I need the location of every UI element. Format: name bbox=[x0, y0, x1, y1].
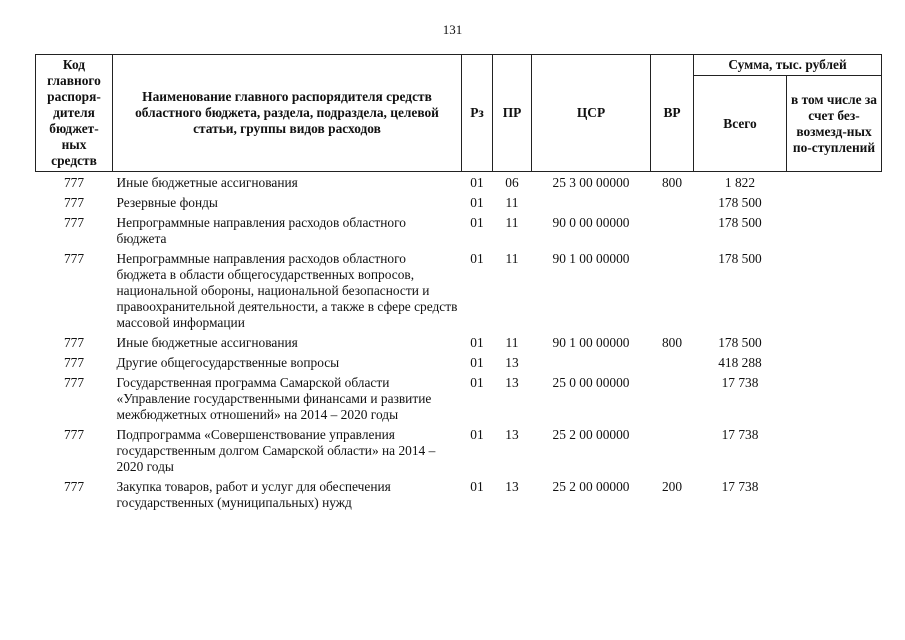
cell-total: 418 288 bbox=[718, 355, 762, 370]
cell-total: 178 500 bbox=[718, 251, 762, 266]
cell-csr: 25 3 00 00000 bbox=[552, 175, 630, 190]
cell-rz: 01 bbox=[470, 251, 484, 266]
cell-csr: 25 2 00 00000 bbox=[552, 427, 630, 442]
cell-gratuitous bbox=[787, 374, 882, 426]
cell-csr: 90 1 00 00000 bbox=[552, 251, 630, 266]
cell-vr bbox=[651, 426, 694, 478]
cell-vr bbox=[651, 250, 694, 334]
cell-gratuitous bbox=[787, 250, 882, 334]
cell-pr: 11 bbox=[505, 215, 519, 230]
cell-csr: 25 2 00 00000 bbox=[552, 479, 630, 494]
table-body bbox=[36, 172, 882, 515]
cell-vr bbox=[651, 194, 694, 214]
header-code: Код главного распоря-дителя бюджет-ных средств bbox=[36, 55, 113, 172]
cell-gratuitous bbox=[787, 172, 882, 195]
cell-name: Иные бюджетные ассигнования bbox=[116, 335, 298, 350]
header-csr: ЦСР bbox=[532, 55, 651, 172]
cell-csr: 90 0 00 00000 bbox=[552, 215, 630, 230]
cell-name: Подпрограмма «Совершенствование управления государственным долгом Самарской области» на 2014 – 2020 годы bbox=[116, 427, 436, 474]
cell-code: 777 bbox=[63, 175, 85, 190]
table-row bbox=[36, 334, 882, 354]
cell-pr: 11 bbox=[505, 335, 519, 350]
table-row bbox=[36, 374, 882, 426]
cell-code: 777 bbox=[63, 335, 85, 350]
cell-rz: 01 bbox=[470, 479, 484, 494]
cell-name: Резервные фонды bbox=[116, 195, 218, 210]
cell-rz: 01 bbox=[470, 355, 484, 370]
cell-rz: 01 bbox=[470, 427, 484, 442]
cell-pr: 06 bbox=[505, 175, 519, 190]
cell-gratuitous bbox=[787, 354, 882, 374]
cell-csr bbox=[532, 194, 651, 214]
cell-csr bbox=[532, 354, 651, 374]
cell-rz: 01 bbox=[470, 215, 484, 230]
cell-csr: 25 0 00 00000 bbox=[552, 375, 630, 390]
header-name: Наименование главного распорядителя средств областного бюджета, раздела, подраздела, целевой статьи, группы видов расходов bbox=[113, 55, 462, 172]
cell-gratuitous bbox=[787, 478, 882, 514]
cell-name: Другие общегосударственные вопросы bbox=[116, 355, 340, 370]
cell-code: 777 bbox=[63, 375, 85, 390]
cell-rz: 01 bbox=[470, 375, 484, 390]
cell-name: Непрограммные направления расходов областного бюджета bbox=[116, 215, 406, 246]
header-gratuitous: в том числе за счет без-возмезд-ных по-ступлений bbox=[787, 76, 882, 172]
header-total: Всего bbox=[694, 76, 787, 172]
table-row bbox=[36, 478, 882, 514]
budget-table bbox=[35, 54, 882, 514]
cell-rz: 01 bbox=[470, 335, 484, 350]
table-row bbox=[36, 214, 882, 250]
cell-rz: 01 bbox=[470, 195, 484, 210]
cell-name: Иные бюджетные ассигнования bbox=[116, 175, 298, 190]
cell-pr: 13 bbox=[505, 427, 519, 442]
cell-gratuitous bbox=[787, 194, 882, 214]
cell-total: 1 822 bbox=[724, 175, 756, 190]
cell-gratuitous bbox=[787, 334, 882, 354]
table-row bbox=[36, 250, 882, 334]
table-row bbox=[36, 354, 882, 374]
table-header bbox=[36, 55, 882, 172]
cell-name: Закупка товаров, работ и услуг для обеспечения государственных (муниципальных) нужд bbox=[116, 479, 391, 510]
cell-vr bbox=[651, 374, 694, 426]
cell-pr: 11 bbox=[505, 251, 519, 266]
cell-total: 17 738 bbox=[721, 479, 759, 494]
cell-name: Непрограммные направления расходов областного бюджета в области общегосударственных вопросов, национальной обороны, национальной безопасности и правоохранительной деятельности, а также в сфере средств массовой информации bbox=[116, 251, 458, 330]
cell-code: 777 bbox=[63, 195, 85, 210]
header-pr: ПР bbox=[493, 55, 532, 172]
cell-total: 178 500 bbox=[718, 195, 762, 210]
cell-vr: 800 bbox=[661, 335, 683, 350]
cell-pr: 13 bbox=[505, 355, 519, 370]
cell-total: 178 500 bbox=[718, 335, 762, 350]
cell-code: 777 bbox=[63, 355, 85, 370]
cell-name: Государственная программа Самарской области «Управление государственными финансами и развитие межбюджетных отношений» на 2014 – 2020 годы bbox=[116, 375, 432, 422]
cell-total: 17 738 bbox=[721, 375, 759, 390]
table-row bbox=[36, 426, 882, 478]
cell-pr: 13 bbox=[505, 375, 519, 390]
cell-vr: 800 bbox=[661, 175, 683, 190]
table-row bbox=[36, 194, 882, 214]
cell-vr bbox=[651, 214, 694, 250]
table-row bbox=[36, 172, 882, 195]
cell-pr: 13 bbox=[505, 479, 519, 494]
header-rz: Рз bbox=[462, 55, 493, 172]
cell-code: 777 bbox=[63, 215, 85, 230]
cell-pr: 11 bbox=[505, 195, 519, 210]
cell-total: 17 738 bbox=[721, 427, 759, 442]
cell-total: 178 500 bbox=[718, 215, 762, 230]
cell-csr: 90 1 00 00000 bbox=[552, 335, 630, 350]
header-sum-group: Сумма, тыс. рублей bbox=[694, 55, 882, 76]
cell-code: 777 bbox=[63, 479, 85, 494]
page-number: 131 bbox=[442, 22, 463, 37]
header-vr: ВР bbox=[651, 55, 694, 172]
cell-vr: 200 bbox=[661, 479, 683, 494]
cell-code: 777 bbox=[63, 251, 85, 266]
cell-vr bbox=[651, 354, 694, 374]
cell-gratuitous bbox=[787, 426, 882, 478]
cell-rz: 01 bbox=[470, 175, 484, 190]
cell-code: 777 bbox=[63, 427, 85, 442]
cell-gratuitous bbox=[787, 214, 882, 250]
